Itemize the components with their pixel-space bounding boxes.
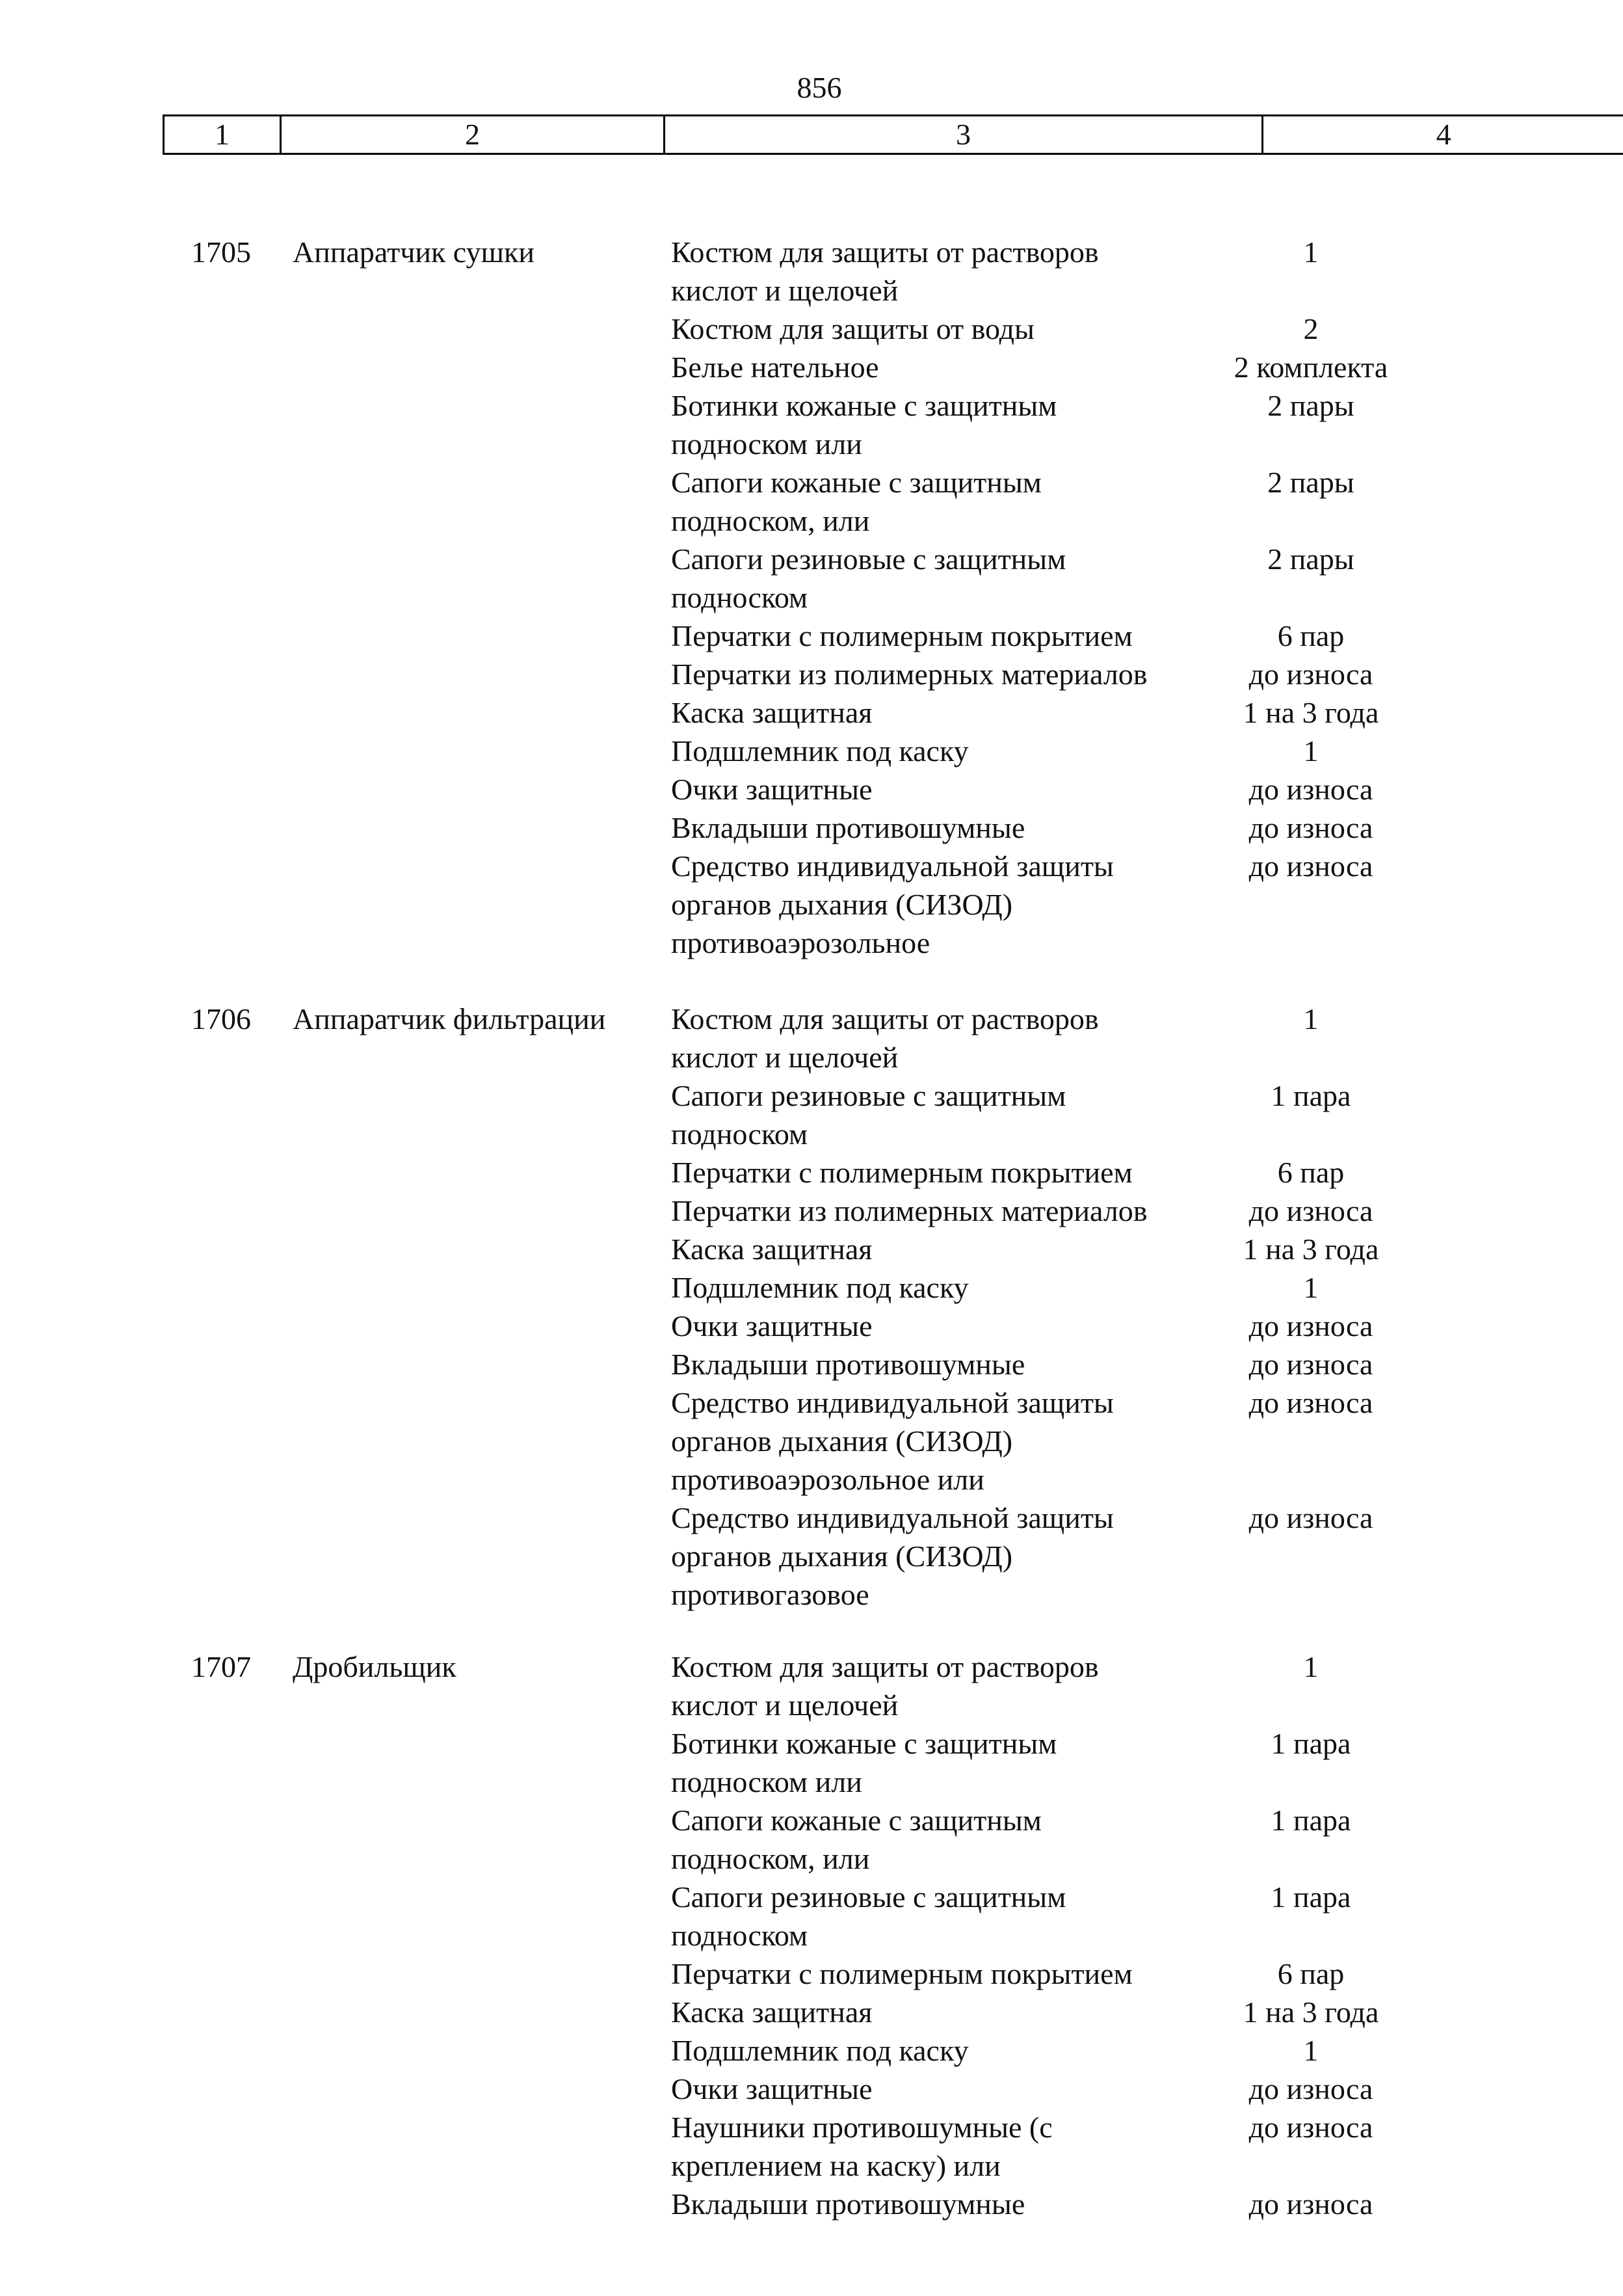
ppe-item-name: Костюм для защиты от растворов кислот и щелочей bbox=[671, 1002, 1099, 1074]
entry-number: 1707 bbox=[191, 1650, 251, 1683]
ppe-item-quantity: 1 на 3 года bbox=[1243, 1233, 1379, 1266]
ppe-item-quantity: 6 пар bbox=[1277, 1156, 1345, 1189]
ppe-item-name: Костюм для защиты от растворов кислот и щелочей bbox=[671, 1650, 1099, 1722]
ppe-item-name: Вкладыши противошумные bbox=[671, 1348, 1025, 1381]
ppe-item-quantity: 1 bbox=[1303, 1002, 1319, 1035]
ppe-item-name: Вкладыши противошумные bbox=[671, 811, 1025, 844]
ppe-item-quantity: до износа bbox=[1248, 2111, 1373, 2144]
column-header-1: 1 bbox=[164, 116, 281, 154]
ppe-item-quantity: 1 на 3 года bbox=[1243, 1996, 1379, 2029]
ppe-item-name: Средство индивидуальной защиты органов дыхания (СИЗОД) противогазовое bbox=[671, 1501, 1114, 1611]
ppe-item-name: Сапоги резиновые с защитным подноском bbox=[671, 542, 1066, 614]
ppe-item bbox=[657, 1345, 1567, 1383]
ppe-item-quantity: 2 пары bbox=[1267, 389, 1354, 422]
ppe-item bbox=[657, 1307, 1567, 1345]
entry-row bbox=[163, 1000, 1623, 1614]
ppe-item-name: Ботинки кожаные с защитным подноском или bbox=[671, 389, 1057, 461]
ppe-item bbox=[657, 1383, 1567, 1499]
ppe-item-name: Перчатки с полимерным покрытием bbox=[671, 619, 1133, 652]
column-header-2: 2 bbox=[281, 116, 665, 154]
ppe-item bbox=[657, 1076, 1567, 1153]
ppe-item bbox=[657, 617, 1567, 655]
ppe-item bbox=[657, 1801, 1567, 1878]
ppe-item-name: Перчатки с полимерным покрытием bbox=[671, 1957, 1133, 1990]
ppe-item-quantity: до износа bbox=[1248, 658, 1373, 691]
ppe-item bbox=[657, 463, 1567, 540]
ppe-item bbox=[657, 348, 1567, 386]
entry-row bbox=[163, 233, 1623, 962]
ppe-item bbox=[657, 386, 1567, 463]
ppe-item-quantity: 1 bbox=[1303, 235, 1319, 269]
ppe-item bbox=[657, 1648, 1567, 1724]
ppe-item-quantity: до износа bbox=[1248, 1194, 1373, 1227]
ppe-item-name: Белье нательное bbox=[671, 351, 879, 384]
page-number: 856 bbox=[797, 71, 842, 104]
ppe-items-list bbox=[657, 1648, 1567, 2223]
ppe-item-quantity: до износа bbox=[1248, 1501, 1373, 1534]
ppe-item bbox=[657, 2108, 1567, 2185]
ppe-item-quantity: до износа bbox=[1248, 773, 1373, 806]
ppe-item bbox=[657, 540, 1567, 617]
ppe-item-quantity: 6 пар bbox=[1277, 1957, 1345, 1990]
ppe-item-name: Сапоги резиновые с защитным подноском bbox=[671, 1880, 1066, 1952]
ppe-item-quantity: 1 bbox=[1303, 1271, 1319, 1304]
entry-number: 1706 bbox=[191, 1002, 251, 1035]
ppe-item-quantity: 2 комплекта bbox=[1234, 351, 1388, 384]
ppe-item-name: Подшлемник под каску bbox=[671, 734, 969, 768]
ppe-item-quantity: 1 на 3 года bbox=[1243, 696, 1379, 729]
ppe-item bbox=[657, 1268, 1567, 1307]
ppe-item-name: Сапоги кожаные с защитным подноском, или bbox=[671, 1804, 1042, 1875]
ppe-item bbox=[657, 2031, 1567, 2070]
ppe-item-quantity: до износа bbox=[1248, 2072, 1373, 2105]
ppe-item bbox=[657, 233, 1567, 310]
ppe-item bbox=[657, 770, 1567, 808]
entry-row bbox=[163, 1648, 1623, 2223]
column-header-4: 4 bbox=[1263, 116, 1623, 154]
ppe-item-quantity: 1 пара bbox=[1271, 1880, 1351, 1914]
ppe-item bbox=[657, 847, 1567, 962]
ppe-item-name: Ботинки кожаные с защитным подноском или bbox=[671, 1727, 1057, 1798]
ppe-item-name: Сапоги кожаные с защитным подноском, или bbox=[671, 466, 1042, 537]
ppe-item-name: Каска защитная bbox=[671, 696, 873, 729]
profession-name: Дробильщик bbox=[293, 1650, 456, 1683]
ppe-item-name: Наушники противошумные (с креплением на каску) или bbox=[671, 2111, 1053, 2182]
ppe-item bbox=[657, 310, 1567, 348]
ppe-item bbox=[657, 1993, 1567, 2031]
ppe-item-quantity: 1 пара bbox=[1271, 1804, 1351, 1837]
ppe-item-quantity: 2 пары bbox=[1267, 466, 1354, 499]
ppe-item-quantity: 1 пара bbox=[1271, 1079, 1351, 1112]
ppe-item-quantity: 2 bbox=[1303, 312, 1319, 345]
profession-name: Аппаратчик сушки bbox=[293, 235, 534, 269]
ppe-item bbox=[657, 655, 1567, 693]
ppe-item bbox=[657, 1724, 1567, 1801]
ppe-item-name: Перчатки с полимерным покрытием bbox=[671, 1156, 1133, 1189]
ppe-item-quantity: до износа bbox=[1248, 1386, 1373, 1419]
ppe-item bbox=[657, 2070, 1567, 2108]
ppe-item-name: Каска защитная bbox=[671, 1996, 873, 2029]
ppe-item-name: Перчатки из полимерных материалов bbox=[671, 658, 1148, 691]
ppe-item-name: Каска защитная bbox=[671, 1233, 873, 1266]
entry-number: 1705 bbox=[191, 235, 251, 269]
column-header-table bbox=[163, 114, 1623, 155]
ppe-item-quantity: до износа bbox=[1248, 1348, 1373, 1381]
ppe-item-name: Костюм для защиты от воды bbox=[671, 312, 1035, 345]
ppe-item bbox=[657, 693, 1567, 732]
ppe-item-name: Очки защитные bbox=[671, 1309, 873, 1342]
ppe-item-quantity: 1 bbox=[1303, 2034, 1319, 2067]
ppe-item-name: Перчатки из полимерных материалов bbox=[671, 1194, 1148, 1227]
ppe-item bbox=[657, 1153, 1567, 1192]
ppe-item-name: Сапоги резиновые с защитным подноском bbox=[671, 1079, 1066, 1151]
ppe-item bbox=[657, 2185, 1567, 2223]
ppe-item-quantity: до износа bbox=[1248, 811, 1373, 844]
ppe-item bbox=[657, 1230, 1567, 1268]
ppe-item-name: Костюм для защиты от растворов кислот и щелочей bbox=[671, 235, 1099, 307]
ppe-item bbox=[657, 1499, 1567, 1614]
ppe-item bbox=[657, 1955, 1567, 1993]
column-header-3: 3 bbox=[665, 116, 1263, 154]
ppe-items-list bbox=[657, 233, 1567, 962]
ppe-item bbox=[657, 1878, 1567, 1955]
ppe-item-quantity: до износа bbox=[1248, 2187, 1373, 2221]
ppe-item-name: Средство индивидуальной защиты органов дыхания (СИЗОД) противоаэрозольное или bbox=[671, 1386, 1114, 1496]
ppe-item bbox=[657, 1192, 1567, 1230]
ppe-item-name: Вкладыши противошумные bbox=[671, 2187, 1025, 2221]
ppe-items-list bbox=[657, 1000, 1567, 1614]
profession-name: Аппаратчик фильтрации bbox=[293, 1002, 606, 1035]
ppe-item bbox=[657, 732, 1567, 770]
ppe-item-quantity: 1 bbox=[1303, 734, 1319, 768]
ppe-item-quantity: до износа bbox=[1248, 1309, 1373, 1342]
ppe-item-quantity: 2 пары bbox=[1267, 542, 1354, 576]
ppe-item bbox=[657, 1000, 1567, 1076]
ppe-item-quantity: 6 пар bbox=[1277, 619, 1345, 652]
ppe-item-name: Подшлемник под каску bbox=[671, 1271, 969, 1304]
ppe-item-name: Очки защитные bbox=[671, 773, 873, 806]
ppe-item-quantity: 1 bbox=[1303, 1650, 1319, 1683]
ppe-item-name: Средство индивидуальной защиты органов дыхания (СИЗОД) противоаэрозольное bbox=[671, 849, 1114, 959]
ppe-item bbox=[657, 808, 1567, 847]
ppe-item-quantity: до износа bbox=[1248, 849, 1373, 883]
ppe-item-quantity: 1 пара bbox=[1271, 1727, 1351, 1760]
ppe-item-name: Подшлемник под каску bbox=[671, 2034, 969, 2067]
ppe-item-name: Очки защитные bbox=[671, 2072, 873, 2105]
